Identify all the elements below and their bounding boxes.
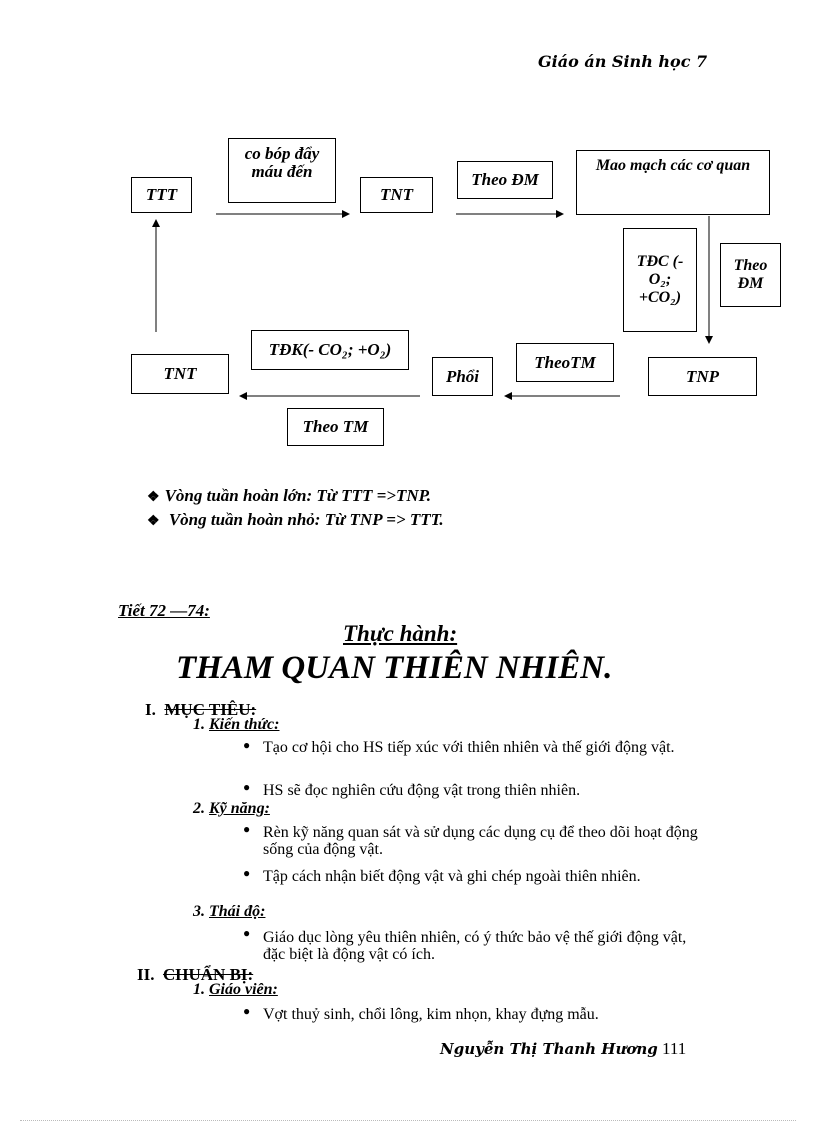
- teacher-item-1: Vợt thuỷ sinh, chổi lông, kim nhọn, khay đựng mẫu.: [263, 1006, 599, 1023]
- cycle-item-small: ❖ Vòng tuần hoàn nhỏ: Từ TNP => TTT.: [147, 510, 444, 529]
- section-1-heading: I. MỤC TIÊU:: [145, 700, 257, 719]
- bullet-icon: ●: [243, 780, 251, 794]
- lesson-subtitle: Thực hành:: [343, 621, 458, 646]
- box-theo-tm-bottom: Theo TM: [287, 408, 384, 446]
- bullet-icon: ●: [243, 738, 251, 752]
- author-name: Nguyễn Thị Thanh Hương: [440, 1040, 658, 1058]
- diamond-bullet-icon: ❖: [147, 490, 160, 505]
- skills-item-1: Rèn kỹ năng quan sát và sử dụng các dụng cụ để theo dõi hoạt động sống của động vật.: [263, 824, 698, 858]
- box-tnt-bottom: TNT: [131, 354, 229, 394]
- box-tdc: TĐC (- O₂; +CO₂): [623, 228, 697, 332]
- document-header: Giáo án Sinh học 7: [538, 52, 708, 71]
- box-tnt-top: TNT: [360, 177, 433, 213]
- knowledge-item-1: Tạo cơ hội cho HS tiếp xúc với thiên nhiên và thế giới động vật.: [263, 739, 675, 756]
- subsection-knowledge: 1. Kiến thức:: [193, 716, 280, 733]
- box-tnp: TNP: [648, 357, 757, 396]
- bullet-icon: ●: [243, 1004, 251, 1018]
- box-theotm-right: TheoTM: [516, 343, 614, 382]
- box-tdk: TĐK(- CO₂; +O₂): [251, 330, 409, 370]
- box-ttt: TTT: [131, 177, 192, 213]
- cycle-list: [147, 485, 444, 533]
- diamond-bullet-icon: ❖: [147, 514, 160, 529]
- bullet-icon: ●: [243, 866, 251, 880]
- lesson-title: THAM QUAN THIÊN NHIÊN.: [176, 650, 613, 686]
- box-theo-dm-top: Theo ĐM: [457, 161, 553, 199]
- skills-item-2: Tập cách nhận biết động vật và ghi chép ngoài thiên nhiên.: [263, 868, 641, 885]
- subsection-teacher: 1. Giáo viên:: [193, 981, 278, 998]
- subsection-skills: 2. Kỹ năng:: [193, 800, 270, 817]
- cycle-item-large: ❖ Vòng tuần hoàn lớn: Từ TTT =>TNP.: [147, 486, 432, 505]
- section-2-heading: II. CHUẨN BỊ:: [137, 965, 254, 984]
- box-theo-dm-right: Theo ĐM: [720, 243, 781, 307]
- page-footer: [440, 1039, 686, 1059]
- bullet-icon: ●: [243, 822, 251, 836]
- attitude-item-1: Giáo dục lòng yêu thiên nhiên, có ý thức bảo vệ thế giới động vật, đặc biệt là động vật có ích.: [263, 929, 687, 963]
- page-bottom-divider: [20, 1120, 796, 1121]
- bullet-icon: ●: [243, 926, 251, 940]
- box-mao-mach: Mao mạch các cơ quan: [576, 150, 770, 215]
- page-number: 111: [662, 1039, 687, 1058]
- box-co-bop: co bóp đẩy máu đến: [228, 138, 336, 203]
- subsection-attitude: 3. Thái độ:: [193, 903, 266, 920]
- box-phoi: Phổi: [432, 357, 493, 396]
- knowledge-item-2: HS sẽ đọc nghiên cứu động vật trong thiên nhiên.: [263, 782, 581, 799]
- lesson-number: Tiết 72 —74:: [118, 601, 210, 620]
